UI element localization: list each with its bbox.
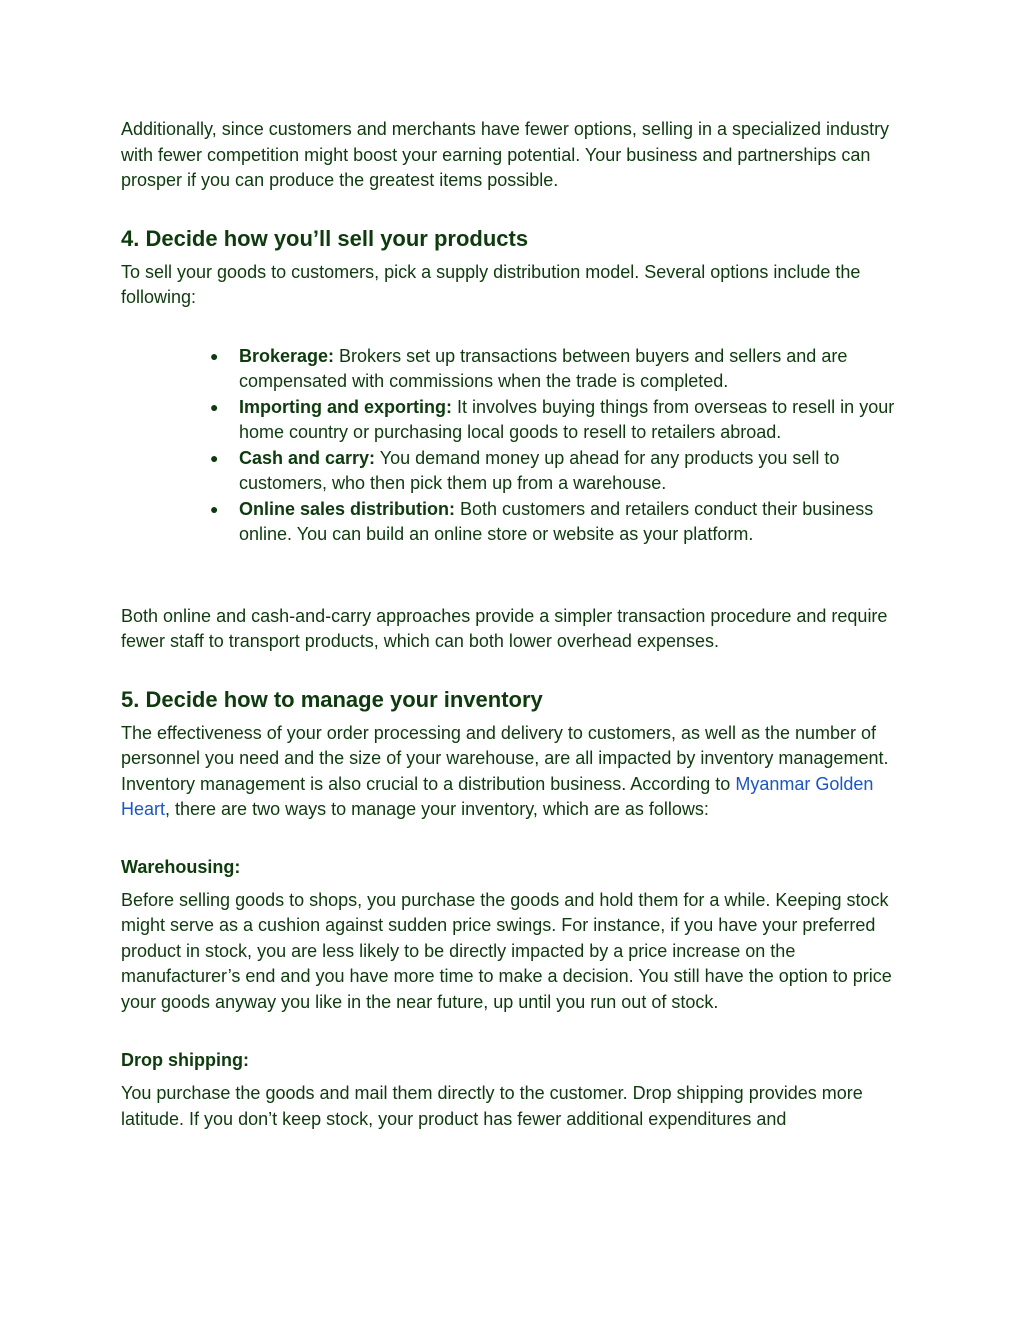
section-5-intro [121, 721, 901, 823]
list-item-text: It involves buying things from overseas to resell in your home country or purchasing local goods to resell to retailers abroad. [239, 396, 895, 442]
warehousing-paragraph: Before selling goods to shops, you purchase the goods and hold them for a while. Keeping stock might serve as a cushion against sudden price swings. For instance, if you have your preferred product in stock, you are less likely to be directly impacted by a price increase on the manufacturer’s end and you have more time to make a decision. You still have the option to price your goods anyway you like in the near future, up until you run out of stock. [121, 889, 892, 1012]
list-item-text: Brokers set up transactions between buyers and sellers and are compensated with commissions when the trade is completed. [239, 345, 848, 391]
myanmar-golden-heart-link[interactable]: Myanmar Golden Heart [121, 773, 874, 819]
section-4-intro: To sell your goods to customers, pick a supply distribution model. Several options include the following: [121, 261, 861, 307]
list-item-text: Both customers and retailers conduct their business online. You can build an online store or website as your platform. [239, 498, 874, 544]
list-item [210, 344, 901, 395]
document-page [121, 117, 901, 1132]
drop-shipping-paragraph: You purchase the goods and mail them directly to the customer. Drop shipping provides more latitude. If you don’t keep stock, your product has fewer additional expenditures and [121, 1083, 863, 1129]
bullet-icon: ● [210, 347, 219, 364]
distribution-model-list [121, 344, 901, 548]
drop-shipping-heading: Drop shipping: [121, 1050, 249, 1070]
list-item [210, 395, 901, 446]
list-item [210, 497, 901, 548]
list-item-term: Online sales distribution: [239, 498, 456, 519]
list-item-text: You demand money up ahead for any products you sell to customers, who then pick them up from a warehouse. [239, 447, 840, 493]
bullet-icon: ● [210, 500, 219, 517]
list-item [210, 446, 901, 497]
section-5-intro-text: The effectiveness of your order processing and delivery to customers, as well as the number of personnel you need and the size of your warehouse, are all impacted by inventory management. Inventory management is also crucial to a distribution business. According to [121, 722, 889, 794]
list-item-term: Brokerage: [239, 345, 335, 366]
list-item-term: Cash and carry: [239, 447, 376, 468]
list-item-term: Importing and exporting: [239, 396, 452, 417]
bullet-icon: ● [210, 449, 219, 466]
bullet-icon: ● [210, 398, 219, 415]
intro-paragraph: Additionally, since customers and merchants have fewer options, selling in a specialized industry with fewer competition might boost your earning potential. Your business and partnerships can prosper if you can produce the greatest items possible. [121, 119, 890, 190]
section-4-closing: Both online and cash-and-carry approaches provide a simpler transaction procedure and require fewer staff to transport products, which can both lower overhead expenses. [121, 605, 888, 651]
warehousing-heading: Warehousing: [121, 856, 241, 877]
section-5-heading: 5. Decide how to manage your inventory [121, 686, 543, 712]
section-4-heading: 4. Decide how you’ll sell your products [121, 225, 529, 251]
section-5-intro-tail: , there are two ways to manage your inventory, which are as follows: [165, 799, 709, 819]
